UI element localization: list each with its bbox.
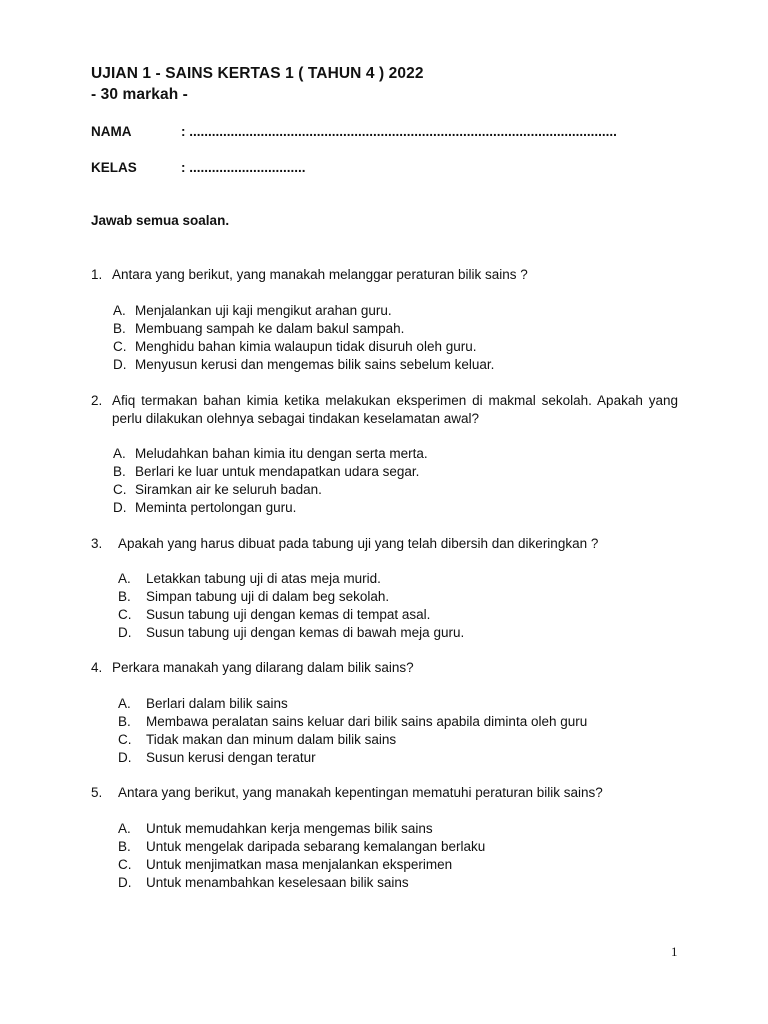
option-letter: C.: [118, 732, 132, 747]
option-text: Untuk memudahkan kerja mengemas bilik sains: [146, 821, 433, 836]
option-text: Menghidu bahan kimia walaupun tidak disuruh oleh guru.: [135, 339, 477, 354]
question-text: Afiq termakan bahan kimia ketika melakukan eksperimen di makmal sekolah. Apakah yang perlu dilakukan olehnya sebagai tindakan keselamatan awal?: [112, 393, 678, 426]
option-a: [118, 695, 678, 713]
option-text: Susun tabung uji dengan kemas di tempat asal.: [146, 607, 431, 622]
option-a: [118, 820, 678, 838]
option-letter: C.: [118, 857, 132, 872]
question-number: 5.: [91, 785, 103, 800]
option-a: [118, 570, 678, 588]
option-text: Untuk menjimatkan masa menjalankan eksperimen: [146, 857, 453, 872]
option-letter: B.: [118, 589, 131, 604]
option-text: Untuk mengelak daripada sebarang kemalangan berlaku: [146, 839, 486, 854]
option-letter: A.: [113, 303, 126, 318]
option-c: [113, 481, 673, 499]
option-letter: C.: [113, 482, 127, 497]
nama-blank: : ..................................................................................................................: [181, 124, 617, 139]
option-letter: D.: [113, 500, 127, 515]
question-text: Antara yang berikut, yang manakah kepentingan mematuhi peraturan bilik sains?: [118, 785, 603, 800]
option-letter: D.: [118, 875, 132, 890]
option-b: [118, 713, 678, 731]
option-letter: A.: [118, 696, 131, 711]
nama-field: [91, 124, 617, 139]
option-letter: A.: [118, 821, 131, 836]
option-c: [118, 606, 678, 624]
option-text: Susun kerusi dengan teratur: [146, 750, 316, 765]
option-text: Menyusun kerusi dan mengemas bilik sains sebelum keluar.: [135, 357, 495, 372]
question-number: 4.: [91, 660, 103, 675]
option-text: Berlari ke luar untuk mendapatkan udara segar.: [135, 464, 420, 479]
page-number: 1: [671, 944, 678, 959]
kelas-label: KELAS: [91, 160, 137, 175]
exam-title: UJIAN 1 - SAINS KERTAS 1 ( TAHUN 4 ) 2022: [91, 65, 424, 82]
option-letter: C.: [113, 339, 127, 354]
option-text: Berlari dalam bilik sains: [146, 696, 288, 711]
question-number: 3.: [91, 536, 103, 551]
option-letter: B.: [113, 321, 126, 336]
exam-marks: - 30 markah -: [91, 86, 188, 103]
option-text: Membawa peralatan sains keluar dari bilik sains apabila diminta oleh guru: [146, 714, 588, 729]
option-letter: D.: [118, 750, 132, 765]
option-letter: D.: [113, 357, 127, 372]
question-2-options: [113, 445, 673, 517]
question-1-options: [113, 302, 673, 374]
option-b: [113, 463, 673, 481]
question-3-options: [118, 570, 678, 642]
option-text: Menjalankan uji kaji mengikut arahan guru.: [135, 303, 392, 318]
option-text: Letakkan tabung uji di atas meja murid.: [146, 571, 381, 586]
option-b: [118, 838, 678, 856]
option-letter: B.: [118, 839, 131, 854]
question-text: Apakah yang harus dibuat pada tabung uji yang telah dibersih dan dikeringkan ?: [118, 536, 599, 551]
option-text: Susun tabung uji dengan kemas di bawah meja guru.: [146, 625, 465, 640]
option-c: [118, 731, 678, 749]
option-letter: B.: [118, 714, 131, 729]
question-4-options: [118, 695, 678, 767]
option-d: [118, 874, 678, 892]
question-number: 1.: [91, 267, 103, 282]
option-text: Simpan tabung uji di dalam beg sekolah.: [146, 589, 390, 604]
instruction: Jawab semua soalan.: [91, 213, 230, 228]
question-number: 2.: [91, 393, 103, 408]
option-text: Untuk menambahkan keselesaan bilik sains: [146, 875, 409, 890]
option-text: Meludahkan bahan kimia itu dengan serta merta.: [135, 446, 428, 461]
option-a: [113, 302, 673, 320]
kelas-blank: : ...............................: [181, 160, 306, 175]
option-d: [118, 749, 678, 767]
option-text: Meminta pertolongan guru.: [135, 500, 297, 515]
option-letter: B.: [113, 464, 126, 479]
option-letter: C.: [118, 607, 132, 622]
option-b: [118, 588, 678, 606]
option-d: [113, 356, 673, 374]
option-letter: A.: [118, 571, 131, 586]
option-text: Siramkan air ke seluruh badan.: [135, 482, 322, 497]
option-b: [113, 320, 673, 338]
option-text: Membuang sampah ke dalam bakul sampah.: [135, 321, 405, 336]
kelas-field: [91, 160, 306, 175]
option-letter: D.: [118, 625, 132, 640]
option-d: [113, 499, 673, 517]
option-letter: A.: [113, 446, 126, 461]
option-d: [118, 624, 678, 642]
option-a: [113, 445, 673, 463]
option-text: Tidak makan dan minum dalam bilik sains: [146, 732, 397, 747]
question-text: Antara yang berikut, yang manakah melanggar peraturan bilik sains ?: [112, 267, 528, 282]
question-5-options: [118, 820, 678, 892]
option-c: [118, 856, 678, 874]
nama-label: NAMA: [91, 124, 132, 139]
option-c: [113, 338, 673, 356]
question-text: Perkara manakah yang dilarang dalam bilik sains?: [112, 660, 414, 675]
